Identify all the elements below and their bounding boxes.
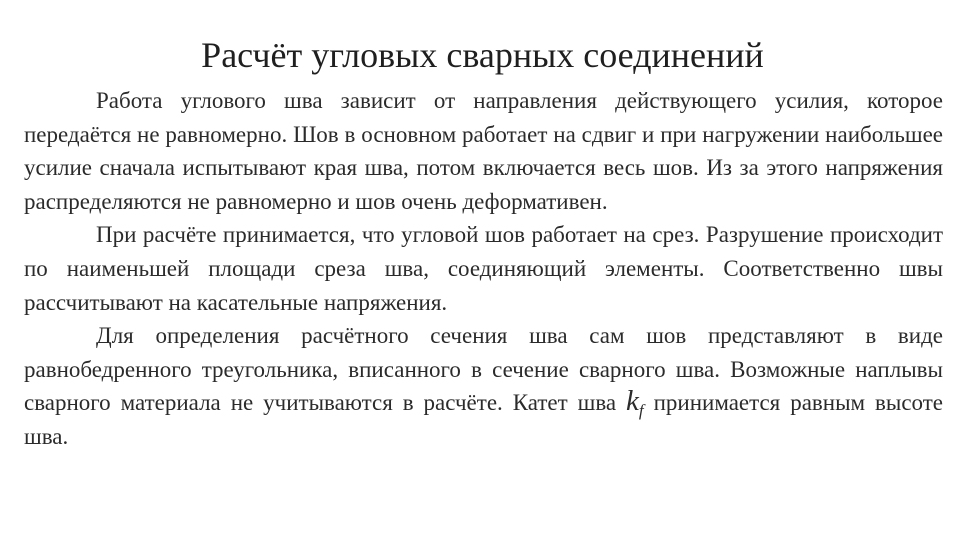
weld-leg-symbol-base: k xyxy=(626,385,639,418)
paragraph-3-text-before: Для определения расчётного сечения шва сам шов представляют в виде равнобедренного треугольника, вписанного в сечение сварного шва. Возможные наплывы сварного материала не учитываются в расчёте. Катет шва xyxy=(24,323,943,416)
paragraph-2: При расчёте принимается, что угловой шов работает на срез. Разрушение происходит по наименьшей площади среза шва, соединяющий элементы. Соответственно швы рассчитывают на касательные напряжения. xyxy=(24,222,943,315)
weld-leg-symbol-subscript: f xyxy=(638,401,644,421)
paragraph-3-text-after: принимается равным высоте шва. xyxy=(24,390,944,449)
paragraph-1: Работа углового шва зависит от направления действующего усилия, которое передаётся не равномерно. Шов в основном работает на сдвиг и при нагружении наибольшее усилие сначала испытывают края шва, потом включается весь шов. Из за этого напряжения распределяются не равномерно и шов очень деформативен. xyxy=(24,88,943,214)
slide-title: Расчёт угловых сварных соединений xyxy=(201,35,764,75)
slide-body xyxy=(24,84,943,454)
weld-leg-symbol xyxy=(626,385,644,421)
paragraph-3 xyxy=(24,319,943,453)
